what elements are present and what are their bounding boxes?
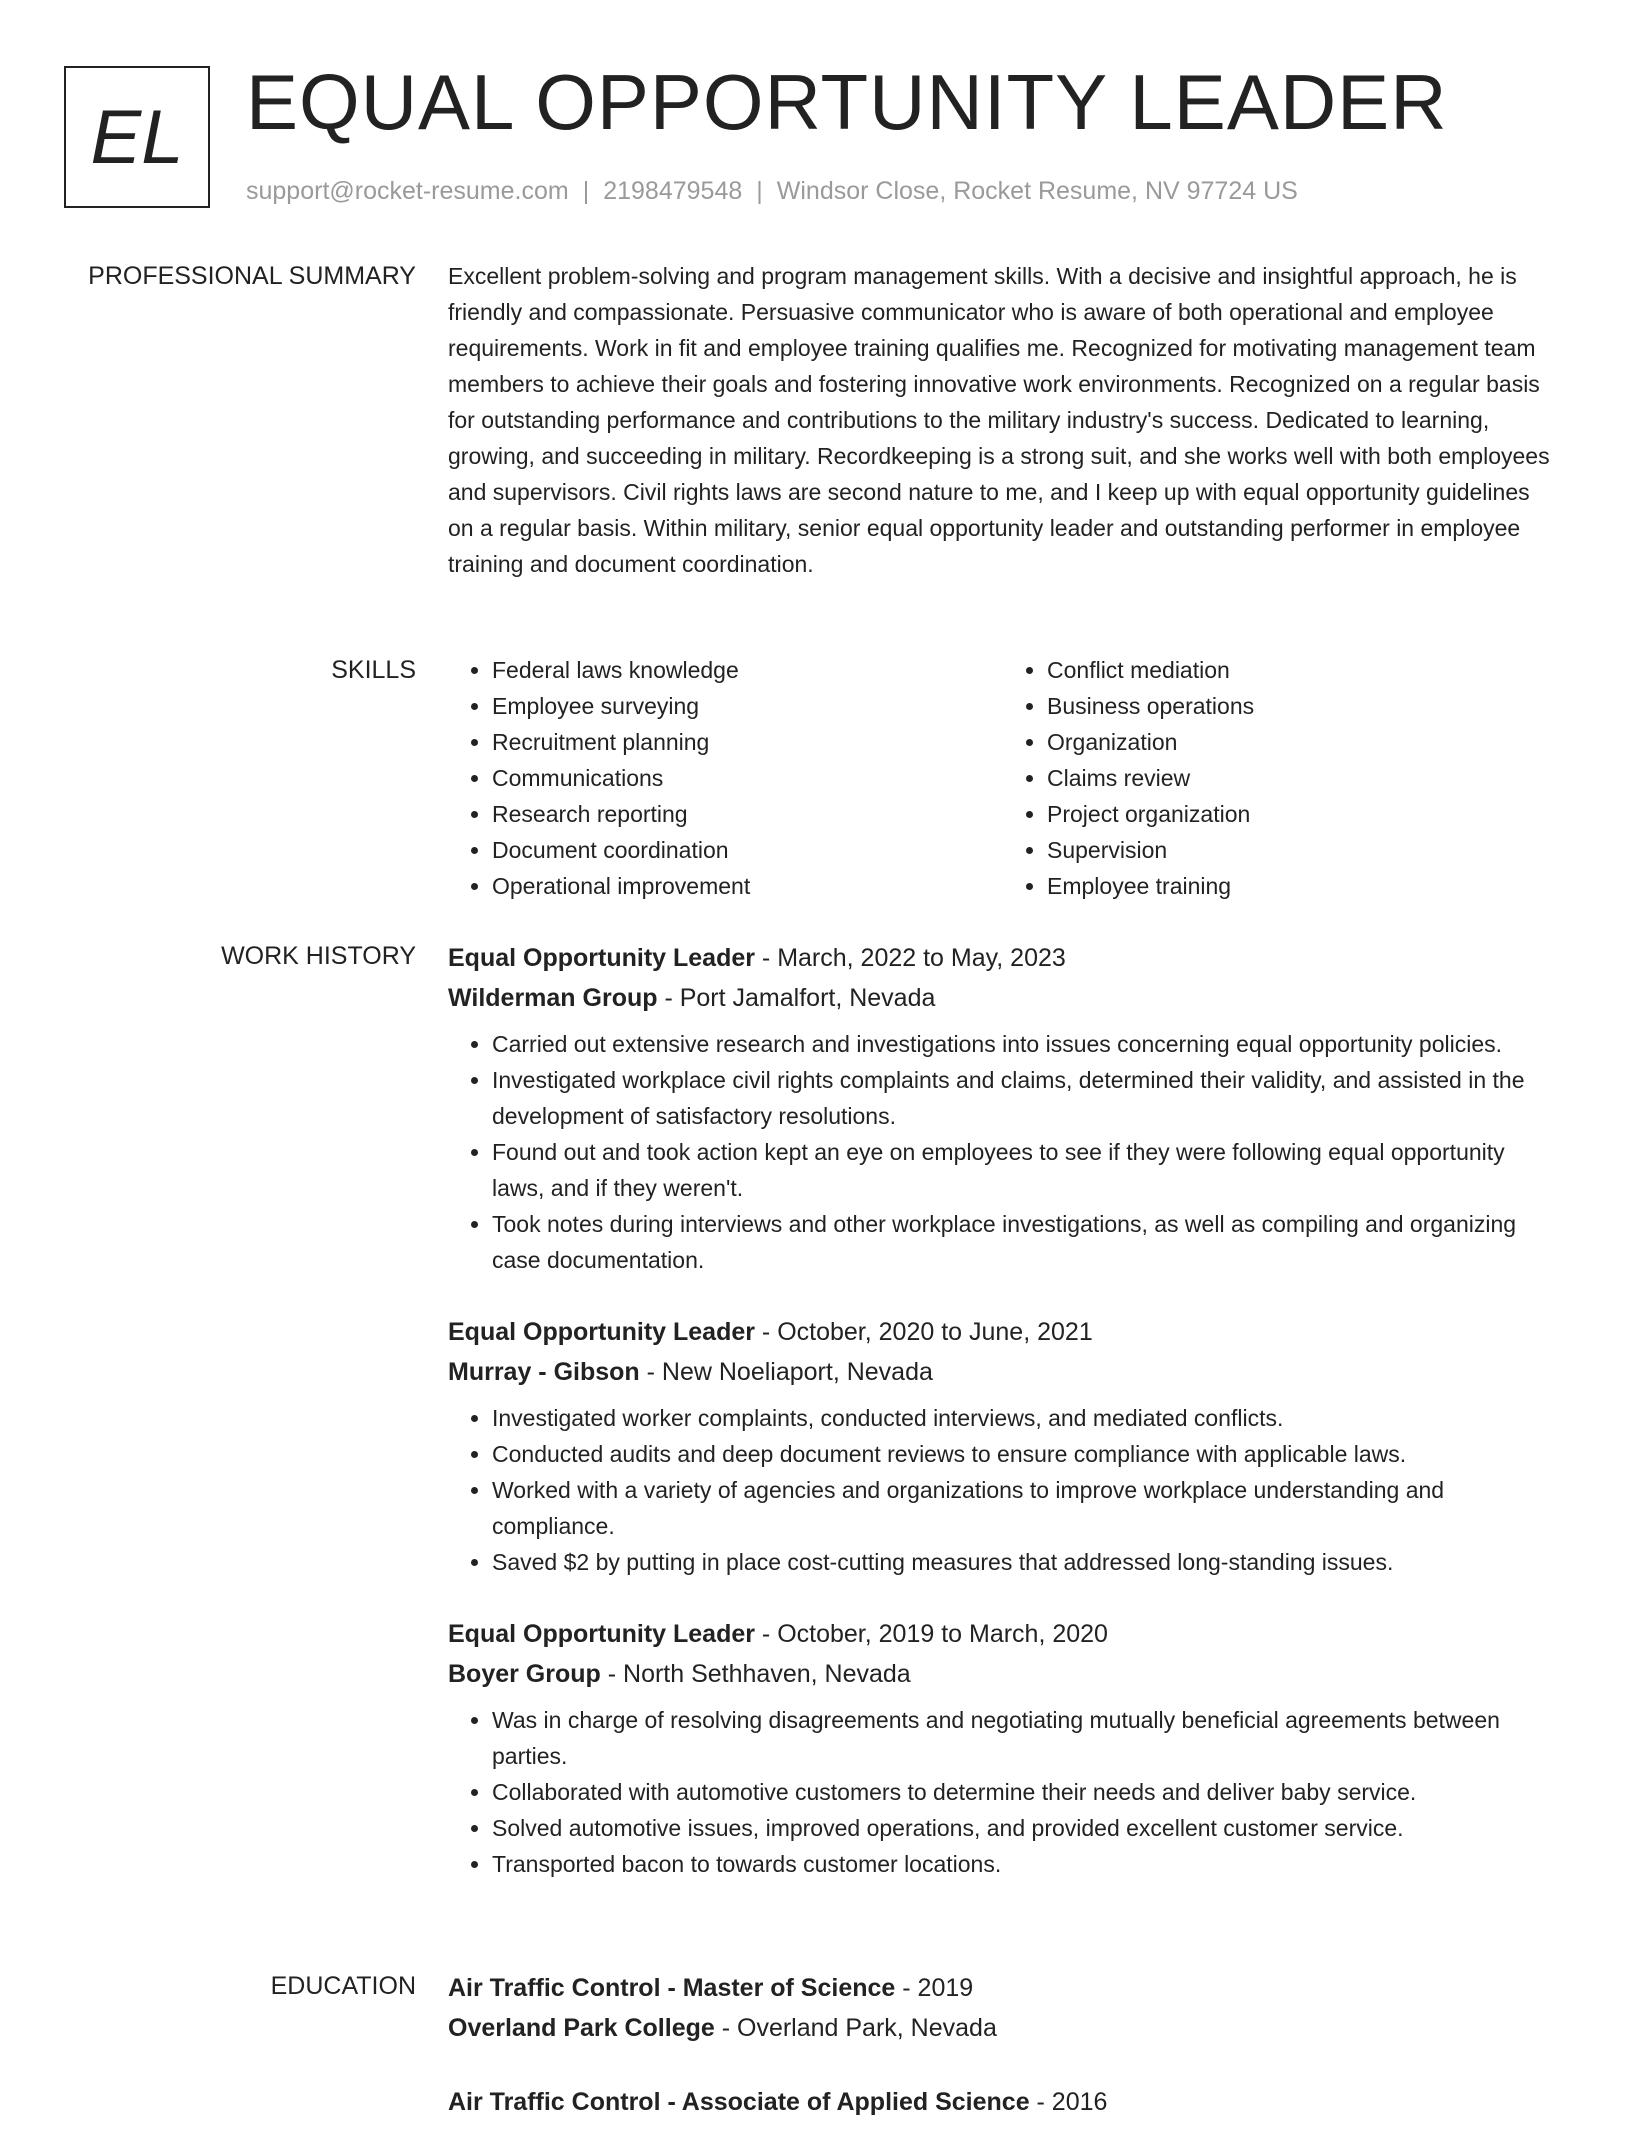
- skill-item: • Document coordination: [492, 832, 1003, 868]
- work-body: [448, 938, 1558, 1916]
- job-company: Wilderman Group: [448, 984, 658, 1012]
- job-title: Equal Opportunity Leader: [448, 944, 755, 972]
- education-degree-line: [448, 1968, 1558, 2008]
- job-title-line: [448, 1614, 1558, 1654]
- section-label-education: EDUCATION: [270, 1972, 416, 2000]
- skill-item: • Federal laws knowledge: [492, 652, 1003, 688]
- job-bullet: • Saved $2 by putting in place cost-cutting measures that addressed long-standing issues.: [492, 1544, 1558, 1580]
- section-label-skills: SKILLS: [331, 656, 416, 684]
- job-company-line: [448, 978, 1558, 1018]
- job-title-line: [448, 938, 1558, 978]
- job-title: Equal Opportunity Leader: [448, 1318, 755, 1346]
- job-title: Equal Opportunity Leader: [448, 1620, 755, 1648]
- skill-item: • Claims review: [1047, 760, 1558, 796]
- contact-separator: |: [756, 177, 763, 205]
- section-label-summary: PROFESSIONAL SUMMARY: [88, 262, 416, 290]
- job-title-line: [448, 1312, 1558, 1352]
- job-location: - Port Jamalfort, Nevada: [657, 984, 936, 1012]
- job-company-line: [448, 1654, 1558, 1694]
- skills-list-right: [1003, 652, 1558, 904]
- job-location: - North Sethhaven, Nevada: [600, 1660, 911, 1688]
- job-bullet: • Found out and took action kept an eye on employees to see if they were following equal opportunity laws, and if they weren't.: [492, 1134, 1558, 1206]
- job-entry: [448, 1614, 1558, 1882]
- education-entry: [448, 1968, 1558, 2048]
- education-entry: [448, 2082, 1558, 2122]
- skill-item: • Supervision: [1047, 832, 1558, 868]
- job-bullet: • Worked with a variety of agencies and organizations to improve workplace understanding and compliance.: [492, 1472, 1558, 1544]
- skill-item: • Conflict mediation: [1047, 652, 1558, 688]
- skill-item: • Employee surveying: [492, 688, 1003, 724]
- education-degree-line: [448, 2082, 1558, 2122]
- job-entry: [448, 1312, 1558, 1580]
- monogram: EL: [64, 66, 210, 208]
- job-location: - New Noeliaport, Nevada: [639, 1358, 933, 1386]
- job-company: Murray - Gibson: [448, 1358, 640, 1386]
- job-bullet: • Carried out extensive research and investigations into issues concerning equal opportunity policies.: [492, 1026, 1558, 1062]
- job-company: Boyer Group: [448, 1660, 601, 1688]
- contact-email[interactable]: support@rocket-resume.com: [246, 177, 569, 205]
- summary-text: Excellent problem-solving and program management skills. With a decisive and insightful approach, he is friendly and compassionate. Persuasive communicator who is aware of both operational and employee requirements. Work in fit and employee training qualifies me. Recognized for motivating management team members to achieve their goals and fostering innovative work environments. Recognized on a regular basis for outstanding performance and contributions to the military industry's success. Dedicated to learning, growing, and succeeding in military. Recordkeeping is a strong suit, and she works well with both employees and supervisors. Civil rights laws are second nature to me, and I keep up with equal opportunity guidelines on a regular basis. Within military, senior equal opportunity leader and outstanding performer in employee training and document coordination.: [448, 263, 1550, 577]
- skill-item: • Project organization: [1047, 796, 1558, 832]
- skill-item: • Business operations: [1047, 688, 1558, 724]
- job-bullet: • Was in charge of resolving disagreements and negotiating mutually beneficial agreements between parties.: [492, 1702, 1558, 1774]
- job-dates: - October, 2020 to June, 2021: [754, 1318, 1093, 1346]
- section-label-work: WORK HISTORY: [221, 942, 416, 970]
- education-degree: Air Traffic Control - Associate of Applied Science: [448, 2088, 1030, 2116]
- skills-body: [448, 652, 1558, 904]
- job-entry: [448, 938, 1558, 1278]
- job-bullet: • Investigated worker complaints, conducted interviews, and mediated conflicts.: [492, 1400, 1558, 1436]
- job-bullet: • Took notes during interviews and other workplace investigations, as well as compiling and organizing case documentation.: [492, 1206, 1558, 1278]
- contact-line: [246, 175, 1298, 207]
- education-school-line: [448, 2008, 1558, 2048]
- skill-item: • Organization: [1047, 724, 1558, 760]
- skill-item: • Research reporting: [492, 796, 1003, 832]
- skill-item: • Recruitment planning: [492, 724, 1003, 760]
- skill-item: • Operational improvement: [492, 868, 1003, 904]
- job-bullet: • Solved automotive issues, improved operations, and provided excellent customer service.: [492, 1810, 1558, 1846]
- job-bullets: [448, 1702, 1558, 1882]
- job-bullet: • Transported bacon to towards customer locations.: [492, 1846, 1558, 1882]
- education-year: - 2016: [1029, 2088, 1108, 2116]
- job-dates: - March, 2022 to May, 2023: [754, 944, 1066, 972]
- education-body: [448, 1968, 1558, 2156]
- job-bullets: [448, 1026, 1558, 1278]
- job-company-line: [448, 1352, 1558, 1392]
- job-bullet: • Conducted audits and deep document reviews to ensure compliance with applicable laws.: [492, 1436, 1558, 1472]
- skills-list-left: [448, 652, 1003, 904]
- skill-item: • Employee training: [1047, 868, 1558, 904]
- education-year: - 2019: [895, 1974, 974, 2002]
- job-bullets: [448, 1400, 1558, 1580]
- candidate-name: EQUAL OPPORTUNITY LEADER: [246, 58, 1448, 146]
- contact-separator: |: [582, 177, 590, 205]
- contact-address: Windsor Close, Rocket Resume, NV 97724 US: [776, 177, 1298, 205]
- job-bullet: • Collaborated with automotive customers to determine their needs and deliver baby service.: [492, 1774, 1558, 1810]
- education-school: Overland Park College: [448, 2014, 715, 2042]
- education-degree: Air Traffic Control - Master of Science: [448, 1974, 896, 2002]
- job-dates: - October, 2019 to March, 2020: [754, 1620, 1108, 1648]
- contact-phone: 2198479548: [603, 177, 743, 205]
- skill-item: • Communications: [492, 760, 1003, 796]
- education-location: - Overland Park, Nevada: [714, 2014, 997, 2042]
- summary-body: [448, 258, 1558, 582]
- job-bullet: • Investigated workplace civil rights complaints and claims, determined their validity, and assisted in the development of satisfactory resolutions.: [492, 1062, 1558, 1134]
